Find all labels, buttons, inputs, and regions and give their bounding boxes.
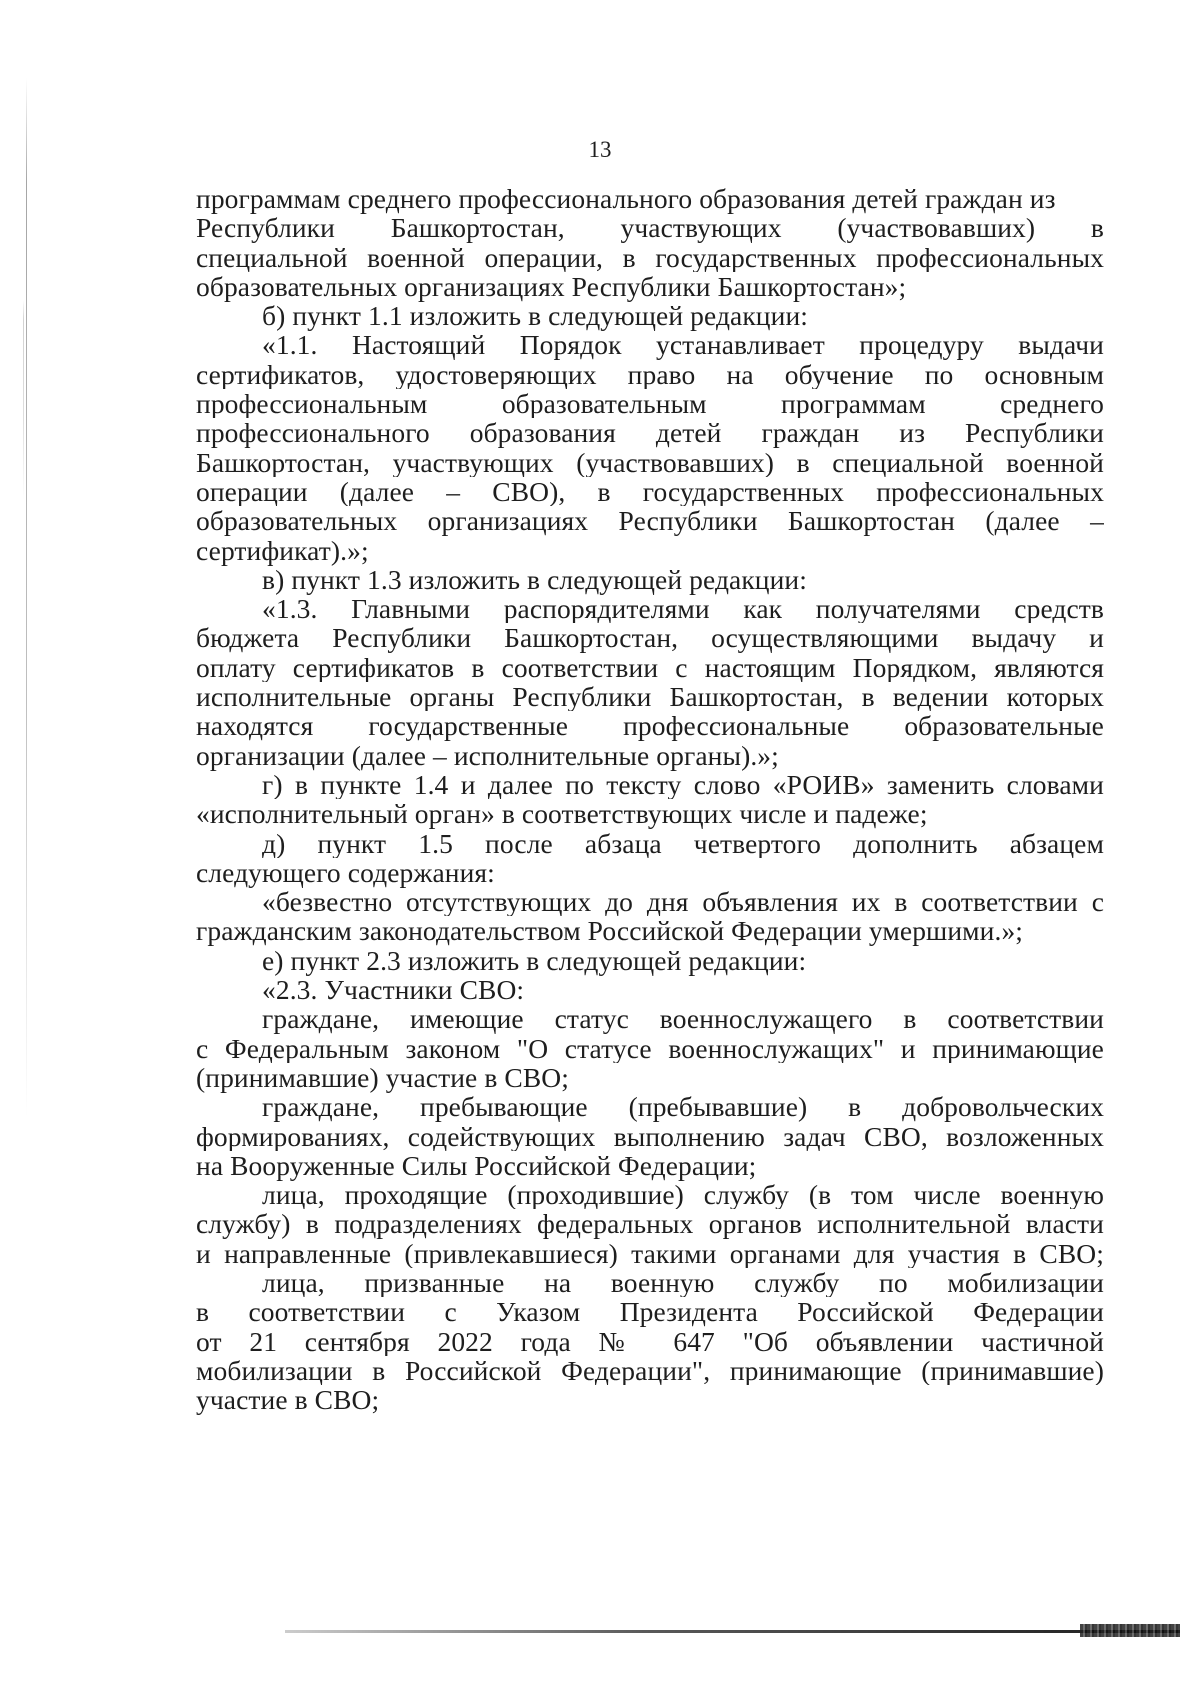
text-line: «1.1. Настоящий Порядок устанавливает процедуру выдачи: [262, 330, 1104, 360]
scan-edge-mark: [26, 78, 27, 1118]
text-line: от 21 сентября 2022 года № 647 "Об объявлении частичной: [196, 1326, 1104, 1356]
text-line: «1.3. Главными распорядителями как получателями средств: [262, 594, 1104, 624]
text-line: образовательных организациях Республики Башкортостан»;: [196, 270, 907, 302]
text-line: лица, призванные на военную службу по мобилизации: [262, 1267, 1104, 1298]
text-line: граждане, имеющие статус военнослужащего в соответствии: [262, 1004, 1104, 1034]
text-line: специальной военной операции, в государственных профессиональных: [196, 242, 1104, 272]
text-line: бюджета Республики Башкортостан, осуществляющими выдачу и: [196, 623, 1104, 653]
text-line: Башкортостан, участвующих (участвовавших) в специальной военной: [196, 447, 1104, 477]
text-line: сертификатов, удостоверяющих право на обучение по основным: [196, 359, 1104, 390]
text-line: в) пункт 1.3 изложить в следующей редакции:: [262, 563, 807, 595]
text-line: г) в пункте 1.4 и далее по тексту слово «РОИВ» заменить словами: [262, 769, 1104, 800]
page-number: 13: [588, 137, 612, 162]
text-line: (принимавшие) участие в СВО;: [196, 1061, 569, 1093]
text-line: образовательных организациях Республики Башкортостан (далее –: [196, 506, 1104, 536]
text-line: организации (далее – исполнительные органы).»;: [196, 739, 779, 771]
text-line: участие в СВО;: [196, 1384, 380, 1416]
text-line: службу) в подразделениях федеральных органов исполнительной власти: [196, 1209, 1104, 1239]
document-body: [196, 184, 1104, 1414]
text-line: б) пункт 1.1 изложить в следующей редакции:: [262, 300, 809, 332]
text-line: с Федеральным законом "О статусе военнослужащих" и принимающие: [196, 1033, 1104, 1063]
text-line: лица, проходящие (проходившие) службу (в том числе военную: [262, 1180, 1104, 1210]
text-line: следующего содержания:: [196, 856, 495, 888]
text-line: граждане, пребывающие (пребывавшие) в добровольческих: [262, 1092, 1104, 1122]
scan-bottom-artifact: [1080, 1624, 1180, 1637]
text-line: Республики Башкортостан, участвующих (участвовавших) в: [196, 213, 1104, 243]
text-line: операции (далее – СВО), в государственных профессиональных: [196, 476, 1104, 507]
text-line: сертификат).»;: [196, 534, 369, 566]
text-line: «исполнительный орган» в соответствующих числе и падеже;: [196, 798, 928, 830]
scan-edge-mark-secondary: [23, 300, 24, 500]
text-line: в соответствии с Указом Президента Российской Федерации: [196, 1297, 1104, 1327]
text-line: профессионального образования детей граждан из Республики: [196, 418, 1104, 448]
text-line: «2.3. Участники СВО:: [262, 974, 525, 1006]
text-line: оплату сертификатов в соответствии с настоящим Порядком, являются: [196, 652, 1104, 683]
text-line: программам среднего профессионального образования детей граждан из: [196, 183, 1056, 214]
text-line: находятся государственные профессиональные образовательные: [196, 711, 1104, 741]
scan-bottom-rule: [285, 1630, 1180, 1633]
text-line: исполнительные органы Республики Башкортостан, в ведении которых: [196, 682, 1104, 712]
text-line: на Вооруженные Силы Российской Федерации;: [196, 1149, 757, 1181]
text-line: гражданским законодательством Российской Федерации умершими.»;: [196, 915, 1024, 947]
text-line: «безвестно отсутствующих до дня объявления их в соответствии с: [262, 887, 1104, 917]
text-line: е) пункт 2.3 изложить в следующей редакции:: [262, 944, 807, 976]
text-line: формированиях, содействующих выполнению задач СВО, возложенных: [196, 1121, 1104, 1151]
text-line: и направленные (привлекавшиеся) такими органами для участия в СВО;: [196, 1238, 1104, 1268]
text-line: д) пункт 1.5 после абзаца четвертого дополнить абзацем: [262, 828, 1104, 858]
text-line: профессиональным образовательным программам среднего: [196, 389, 1104, 419]
text-line: мобилизации в Российской Федерации", принимающие (принимавшие): [196, 1355, 1104, 1386]
